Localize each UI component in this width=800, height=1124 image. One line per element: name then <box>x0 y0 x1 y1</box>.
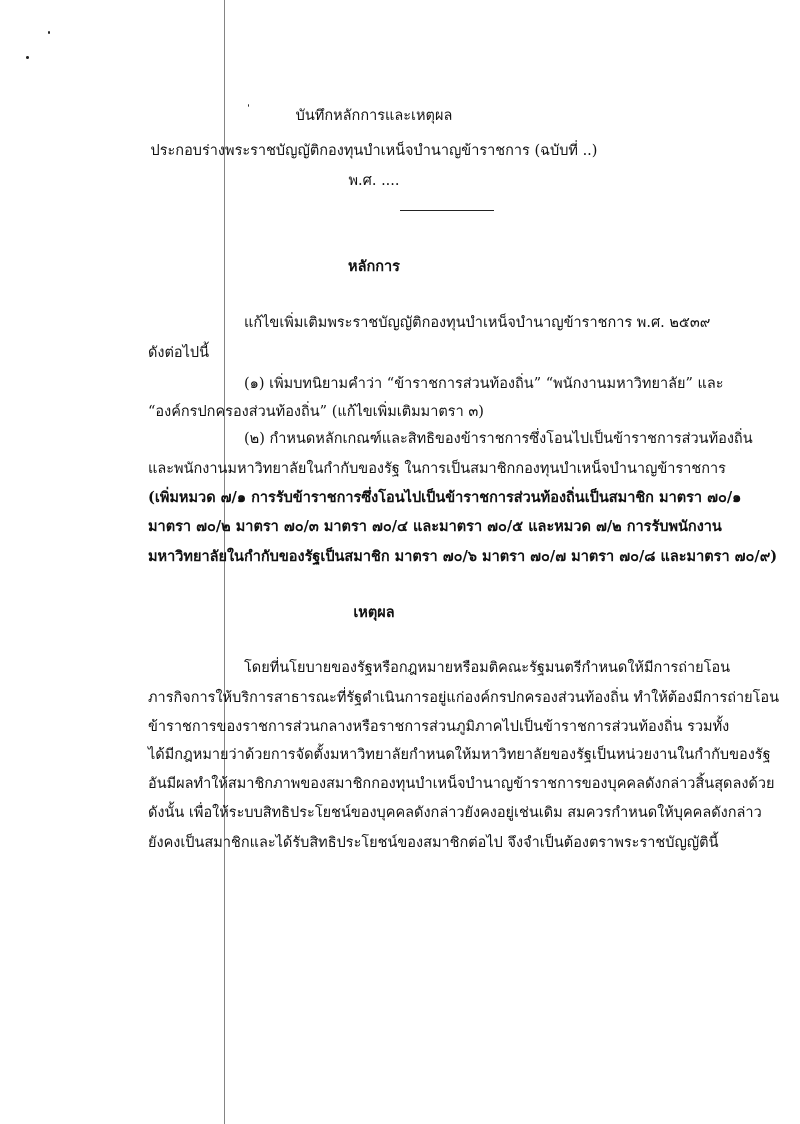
principle-item-2-cont: และพนักงานมหาวิทยาลัยในกำกับของรัฐ ในการเป็นสมาชิกกองทุนบำเหน็จบำนาญข้าราชการ <box>148 461 726 477</box>
reason-heading: เหตุผล <box>353 604 395 621</box>
reason-line: ได้มีกฎหมายว่าด้วยการจัดตั้งมหาวิทยาลัยกำหนดให้มหาวิทยาลัยของรัฐเป็นหน่วยงานในกำกับของรัฐ <box>148 747 771 763</box>
reason-line: โดยที่นโยบายของรัฐหรือกฎหมายหรือมติคณะรัฐมนตรีกำหนดให้มีการถ่ายโอน <box>244 660 731 676</box>
principle-item-2-cont: มหาวิทยาลัยในกำกับของรัฐเป็นสมาชิก มาตรา ๗๐/๖ มาตรา ๗๐/๗ มาตรา ๗๐/๘ และมาตรา ๗๐/๙) <box>148 548 778 565</box>
document-subtitle: ประกอบร่างพระราชบัญญัติกองทุนบำเหน็จบำนาญข้าราชการ (ฉบับที่ ..) <box>150 143 598 159</box>
document-year: พ.ศ. .... <box>348 173 400 189</box>
title-divider <box>400 210 494 211</box>
principle-heading: หลักการ <box>348 258 400 275</box>
scan-speck <box>26 56 29 59</box>
reason-line: ดังนั้น เพื่อให้ระบบสิทธิประโยชน์ของบุคคลดังกล่าวยังคงอยู่เช่นเดิม สมควรกำหนดให้บุคคลดังกล่าว <box>148 805 762 821</box>
principle-item-1: (๑) เพิ่มบทนิยามคำว่า “ข้าราชการส่วนท้องถิ่น” “พนักงานมหาวิทยาลัย” และ <box>244 376 724 392</box>
reason-line: ภารกิจการให้บริการสาธารณะที่รัฐดำเนินการอยู่แก่องค์กรปกครองส่วนท้องถิ่น ทำให้ต้องมีการถ่ายโอน <box>148 690 780 706</box>
reason-line: ข้าราชการของราชการส่วนกลางหรือราชการส่วนภูมิภาคไปเป็นข้าราชการส่วนท้องถิ่น รวมทั้ง <box>148 719 730 735</box>
principle-item-2-cont: มาตรา ๗๐/๒ มาตรา ๗๐/๓ มาตรา ๗๐/๔ และมาตรา ๗๐/๕ และหมวด ๗/๒ การรับพนักงาน <box>148 518 722 535</box>
scan-speck <box>48 31 50 34</box>
principle-intro-line: แก้ไขเพิ่มเติมพระราชบัญญัติกองทุนบำเหน็จบำนาญข้าราชการ พ.ศ. ๒๕๓๙ <box>244 315 711 331</box>
principle-item-1-cont: “องค์กรปกครองส่วนท้องถิ่น” (แก้ไขเพิ่มเติมมาตรา ๓) <box>148 404 484 420</box>
principle-intro-line: ดังต่อไปนี้ <box>148 345 210 361</box>
principle-item-2-cont: (เพิ่มหมวด ๗/๑ การรับข้าราชการซึ่งโอนไปเป็นข้าราชการส่วนท้องถิ่นเป็นสมาชิก มาตรา ๗๐/๑ <box>148 489 742 506</box>
reason-line: ยังคงเป็นสมาชิกและได้รับสิทธิประโยชน์ของสมาชิกต่อไป จึงจำเป็นต้องตราพระราชบัญญัตินี้ <box>148 835 719 851</box>
document-title: บันทึกหลักการและเหตุผล <box>295 108 453 124</box>
principle-item-2: (๒) กำหนดหลักเกณฑ์และสิทธิของข้าราชการซึ่งโอนไปเป็นข้าราชการส่วนท้องถิ่น <box>244 431 753 447</box>
reason-line: อันมีผลทำให้สมาชิกภาพของสมาชิกกองทุนบำเหน็จบำนาญข้าราชการของบุคคลดังกล่าวสิ้นสุดลงด้วย <box>148 776 775 792</box>
